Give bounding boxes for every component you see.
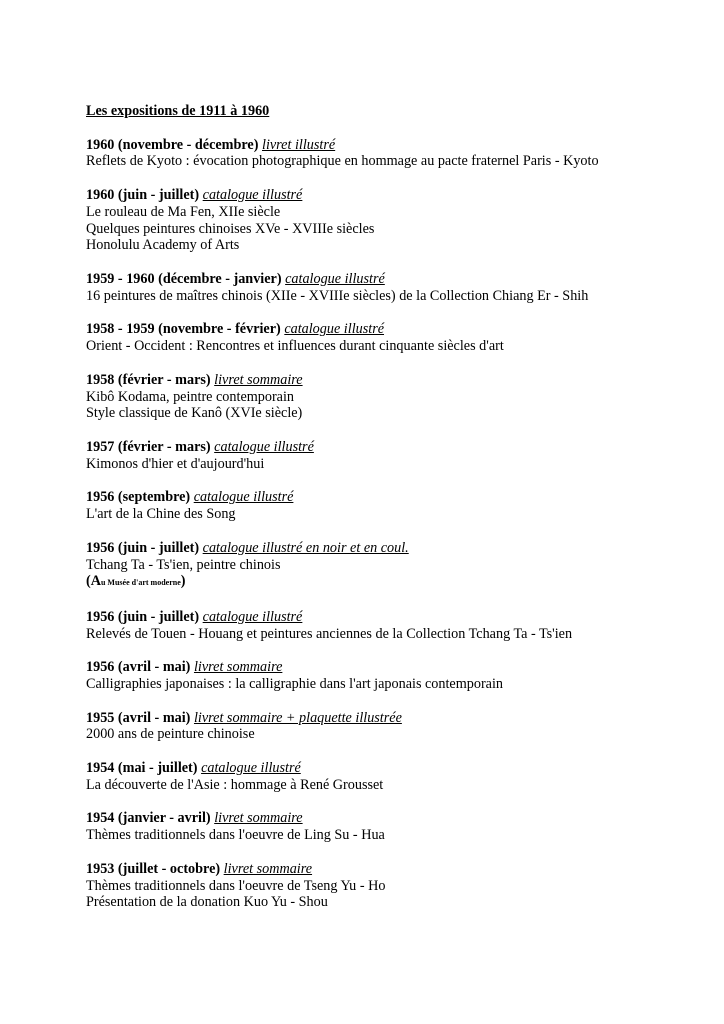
entry-header	[86, 372, 706, 389]
entry-header	[86, 489, 706, 506]
entry-line: Kimonos d'hier et d'aujourd'hui	[86, 455, 265, 472]
entry-publication: livret sommaire + plaquette illustrée	[193, 709, 402, 726]
entry-publication: catalogue illustré	[202, 186, 303, 203]
document-page	[86, 103, 706, 928]
entry-date: 1954 (mai - juillet)	[86, 760, 198, 777]
entry-date: 1955 (avril - mai)	[86, 709, 191, 726]
venue-note-close: )	[180, 573, 186, 590]
exhibition-entry	[86, 540, 706, 592]
entry-line: Honolulu Academy of Arts	[86, 237, 240, 254]
entry-date: 1954 (janvier - avril)	[86, 810, 211, 827]
entry-line: Présentation de la donation Kuo Yu - Shou	[86, 894, 328, 911]
exhibition-entry	[86, 321, 706, 355]
exhibition-entry	[86, 372, 706, 422]
entry-date: 1960 (juin - juillet)	[86, 186, 200, 203]
entry-line: Tchang Ta - Ts'ien, peintre chinois	[86, 556, 281, 573]
entry-publication: catalogue illustré en noir et en coul.	[202, 539, 409, 556]
exhibition-entry	[86, 439, 706, 473]
entry-date: 1956 (septembre)	[86, 489, 191, 506]
entry-publication: catalogue illustré	[193, 489, 294, 506]
entry-line: Orient - Occident : Rencontres et influences durant cinquante siècles d'art	[86, 338, 504, 355]
venue-note	[86, 573, 706, 592]
entry-line: Relevés de Touen - Houang et peintures anciennes de la Collection Tchang Ta - Ts'ien	[86, 625, 573, 642]
entry-line: Kibô Kodama, peintre contemporain	[86, 388, 295, 405]
entry-date: 1956 (avril - mai)	[86, 659, 191, 676]
exhibition-entry	[86, 760, 706, 794]
entry-date: 1956 (juin - juillet)	[86, 539, 200, 556]
exhibition-entry	[86, 810, 706, 844]
entry-publication: livret sommaire	[193, 659, 283, 676]
entry-line: Thèmes traditionnels dans l'oeuvre de Ling Su - Hua	[86, 827, 385, 844]
entry-line: Thèmes traditionnels dans l'oeuvre de Tseng Yu - Ho	[86, 877, 386, 894]
entry-publication: catalogue illustré	[201, 760, 301, 777]
entry-line: Reflets de Kyoto : évocation photographique en hommage au pacte fraternel Paris - Kyoto	[86, 153, 599, 170]
entry-line: Calligraphies japonaises : la calligraphie dans l'art japonais contemporain	[86, 676, 504, 693]
entry-line: Style classique de Kanô (XVIe siècle)	[86, 405, 303, 422]
entry-publication: livret sommaire	[214, 371, 303, 388]
venue-note-text: u Musée d'art moderne	[100, 578, 181, 588]
entry-line: Le rouleau de Ma Fen, XIIe siècle	[86, 203, 281, 220]
entry-header	[86, 540, 706, 557]
exhibition-entry	[86, 659, 706, 693]
entry-header	[86, 760, 706, 777]
entry-date: 1959 - 1960 (décembre - janvier)	[86, 270, 282, 287]
entry-publication: livret sommaire	[223, 860, 313, 877]
entry-date: 1958 (février - mars)	[86, 371, 211, 388]
exhibition-entry	[86, 489, 706, 523]
venue-note-open: (A	[86, 573, 101, 590]
exhibition-entry	[86, 271, 706, 305]
exhibition-entry	[86, 187, 706, 254]
exhibition-entry	[86, 861, 706, 911]
entry-line: 16 peintures de maîtres chinois (XIIe - XVIIIe siècles) de la Collection Chiang Er - Shih	[86, 287, 589, 304]
entry-publication: catalogue illustré	[285, 270, 385, 287]
entry-header	[86, 861, 706, 878]
entry-header	[86, 137, 706, 154]
entry-line: L'art de la Chine des Song	[86, 506, 236, 523]
exhibition-entry	[86, 710, 706, 744]
entry-header	[86, 710, 706, 727]
document-title: Les expositions de 1911 à 1960	[86, 103, 270, 119]
entry-date: 1958 - 1959 (novembre - février)	[86, 321, 281, 338]
entry-date: 1957 (février - mars)	[86, 438, 211, 455]
entry-publication: livret sommaire	[214, 810, 303, 827]
entry-header	[86, 271, 706, 288]
entry-date: 1960 (novembre - décembre)	[86, 136, 259, 153]
exhibition-entry	[86, 137, 706, 171]
entry-line: Quelques peintures chinoises XVe - XVIIIe siècles	[86, 220, 375, 237]
entry-publication: catalogue illustré	[284, 321, 385, 338]
entry-date: 1956 (juin - juillet)	[86, 608, 200, 625]
entry-header	[86, 659, 706, 676]
entry-header	[86, 187, 706, 204]
exhibition-entry	[86, 609, 706, 643]
entry-header	[86, 321, 706, 338]
entry-header	[86, 609, 706, 626]
entry-header	[86, 810, 706, 827]
entry-line: 2000 ans de peinture chinoise	[86, 726, 255, 743]
entry-header	[86, 439, 706, 456]
entry-date: 1953 (juillet - octobre)	[86, 860, 221, 877]
entry-publication: catalogue illustré	[214, 438, 314, 455]
entry-publication: catalogue illustré	[202, 608, 303, 625]
entry-line: La découverte de l'Asie : hommage à René Grousset	[86, 776, 384, 793]
entry-publication: livret illustré	[262, 136, 336, 153]
